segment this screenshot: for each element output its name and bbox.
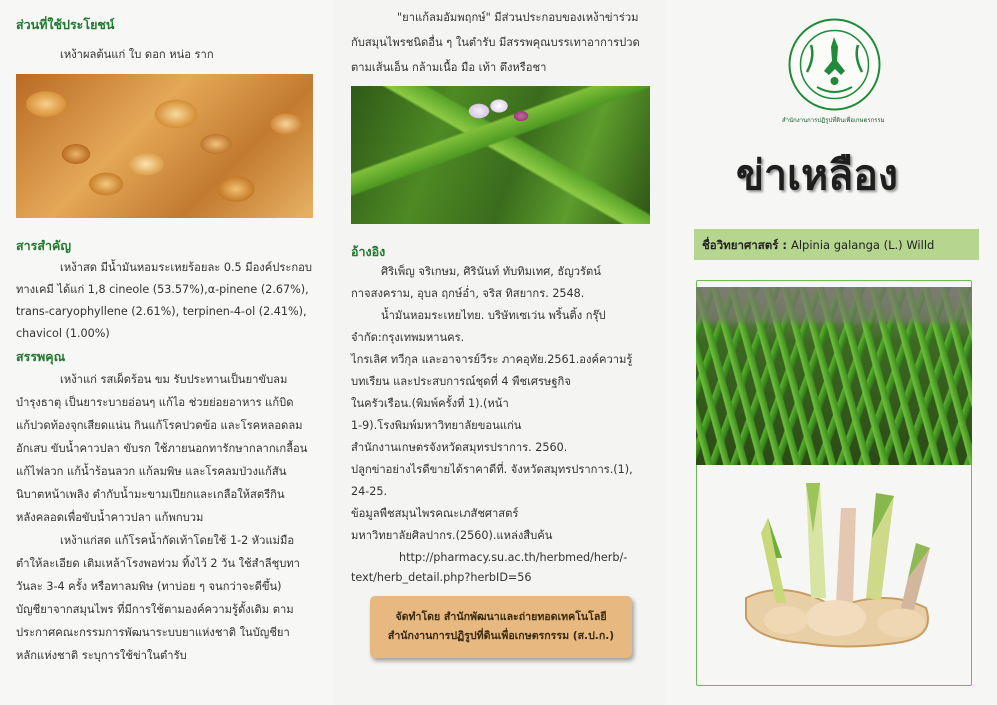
used-parts-heading: ส่วนที่ใช้ประโยชน์ <box>16 17 115 32</box>
alro-logo <box>787 17 882 112</box>
intro-line: กับสมุนไพรชนิดอื่น ๆ ในตำรับ มีสรรพคุณบรรเทาอาการปวด <box>351 36 640 49</box>
reference-line: บทเรียน และประสบการณ์ชุดที่ 4 พืชเศรษฐกิจ <box>351 375 571 388</box>
reference-line: มหาวิทยาลัยศิลปากร.(2560).แหล่งสืบค้น <box>351 529 553 542</box>
reference-line: ศิริเพ็ญ จริเกษม, ศิรินันท์ ทับทิมเทศ, ธัญวรัตน์ <box>381 265 601 278</box>
reference-line: ปลูกข่าอย่างไรดีขายได้ราคาดีที่. จังหวัดสมุทรปราการ.(1), <box>351 463 633 476</box>
properties-line: นิบาตหน้าเพลิง ตำกับน้ำมะขามเปียกและเกลือให้สตรีกิน <box>16 488 285 501</box>
reference-line: จำกัด:กรุงเทพมหานคร. <box>351 331 465 344</box>
properties-line: แก้ไฟลวก แก้น้ำร้อนลวก แก้ลมพิษ และโรคลมป่วงแก้สัน <box>16 465 287 478</box>
properties-line: อักเสบ ขับน้ำคาวปลา ขับรก ใช้ภายนอกทารักษากลากเกลื้อน <box>16 442 308 455</box>
reference-line: สำนักงานเกษตรจังหวัดสมุทรปราการ. 2560. <box>351 441 568 454</box>
used-parts-text: เหง้าผลต้นแก่ ใบ ดอก หน่อ ราก <box>60 48 214 61</box>
galangal-rhizome-photo <box>16 74 313 218</box>
properties-line: แก้ปวดท้องจุกเสียดแน่น กินแก้โรคปวดข้อ และโรคหลอดลม <box>16 419 303 432</box>
scientific-name-label: ชื่อวิทยาศาสตร์ : <box>702 238 787 252</box>
reference-line: 1-9).โรงพิมพ์มหาวิทยาลัยขอนแก่น <box>351 419 522 432</box>
properties-line: เหง้าแก่ รสเผ็ดร้อน ขม รับประทานเป็นยาขับลม <box>60 373 288 386</box>
reference-line: น้ำมันหอมระเหยไทย. บริษัทเซเว่น พริ้นติ้ง กรุ๊ป <box>381 309 606 322</box>
references-heading: อ้างอิง <box>351 244 386 259</box>
panel-left <box>0 0 333 705</box>
credit-box <box>370 596 632 658</box>
reference-line: ไกรเลิศ ทวีกุล และอาจารย์วีระ ภาคอุทัย.2561.องค์ความรู้ <box>351 353 633 366</box>
properties-line: บำรุงธาตุ เป็นยาระบายอ่อนๆ แก้ไอ ช่วยย่อยอาหาร แก้บิด <box>16 396 294 409</box>
reference-url-line[interactable]: text/herb_detail.php?herbID=56 <box>351 571 532 584</box>
key-substances-heading: สารสำคัญ <box>16 238 72 253</box>
properties-line: หลังคลอดเพื่อขับน้ำคาวปลา แก้พกบวม <box>16 511 204 524</box>
scientific-name-bar <box>694 229 979 260</box>
panel-cover <box>666 0 997 705</box>
logo-caption: สำนักงานการปฏิรูปที่ดินเพื่อเกษตรกรรม <box>782 117 885 124</box>
properties-line: หลักแห่งชาติ ระบุการใช้ข่าในตำรับ <box>16 649 187 662</box>
galangal-flower-photo <box>351 86 650 224</box>
properties-line: เหง้าแก่สด แก้โรคน้ำกัดเท้าโดยใช้ 1-2 หัวแม่มือ <box>60 534 295 547</box>
intro-line: "ยาแก้ลมอัมพฤกษ์" มีส่วนประกอบของเหง้าข่าร่วม <box>397 11 639 24</box>
credit-line: จัดทำโดย สำนักพัฒนาและถ่ายทอดเทคโนโลยี <box>395 611 607 623</box>
intro-line: ตามเส้นเอ็น กล้ามเนื้อ มือ เท้า ตึงหรือชา <box>351 61 547 74</box>
key-substances-line: เหง้าสด มีน้ำมันหอมระเหยร้อยละ 0.5 มีองค์ประกอบ <box>60 261 312 274</box>
properties-heading: สรรพคุณ <box>16 349 66 364</box>
key-substances-line: trans-caryophyllene (2.61%), terpinen-4-ol (2.41%), <box>16 305 307 318</box>
properties-line: บัญชียาจากสมุนไพร ที่มีการใช้ตามองค์ความรู้ดั้งเดิม ตาม <box>16 603 294 616</box>
scientific-name: Alpinia galanga (L.) Willd <box>791 238 935 252</box>
reference-url-line[interactable]: http://pharmacy.su.ac.th/herbmed/herb/- <box>399 551 628 564</box>
reference-line: กาจสงคราม, อุบล ฤกษ์อ่ำ, จริส ทิสยากร. 2548. <box>351 287 585 300</box>
properties-line: ประกาศคณะกรรมการพัฒนาระบบยาแห่งชาติ ในบัญชียา <box>16 626 290 639</box>
brochure-title: ข่าเหลือง <box>736 151 898 199</box>
panel-middle <box>333 0 666 705</box>
galangal-plants-photo <box>696 287 972 465</box>
properties-line: วันละ 3-4 ครั้ง หรือทาลมพิษ (ทาบ่อย ๆ จนกว่าจะดีขึ้น) <box>16 580 282 593</box>
reference-line: 24-25. <box>351 485 388 498</box>
properties-line: ตำให้ละเอียด เติมเหล้าโรงพอท่วม ทิ้งไว้ 2 วัน ใช้สำลีชุบทา <box>16 557 300 570</box>
key-substances-line: chavicol (1.00%) <box>16 327 110 340</box>
credit-line: สำนักงานการปฏิรูปที่ดินเพื่อเกษตรกรรม (ส.ป.ก.) <box>387 630 615 642</box>
reference-line: ในครัวเรือน.(พิมพ์ครั้งที่ 1).(หน้า <box>351 397 509 410</box>
galangal-shoots-photo <box>716 478 956 650</box>
reference-line: ข้อมูลพืชสมุนไพรคณะเภสัชศาสตร์ <box>351 507 519 520</box>
key-substances-line: ทางเคมี ได้แก่ 1,8 cineole (53.57%),α-pinene (2.67%), <box>16 283 309 296</box>
